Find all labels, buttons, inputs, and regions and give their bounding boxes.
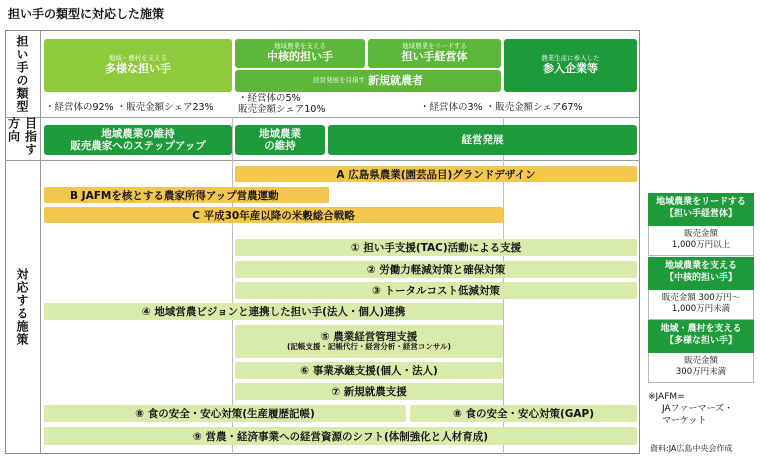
row-divider-direction: [5, 160, 640, 161]
type-diverse-bearer: [44, 39, 232, 92]
direction-development: [328, 125, 637, 155]
row-divider-types: [5, 117, 640, 118]
direction-line: の維持: [264, 140, 296, 152]
legend-value: 販売金額 300万円〜: [661, 293, 741, 303]
measure-6: ⑥ 事業承継支援(個人・法人): [235, 362, 503, 379]
legend-line: 【担い手経営体】: [664, 209, 737, 220]
legend-line: 【中核的担い手】: [664, 273, 737, 284]
type-sub: 地域農業をリードする: [402, 42, 467, 51]
measure-8-record: ⑧ 食の安全・安心対策(生産履歴記帳): [44, 405, 406, 422]
legend-line: 【多様な担い手】: [664, 336, 737, 347]
share-diverse: ・経営体の92% ・販売金額シェア23%: [45, 102, 214, 113]
legend-line: 地域・農村を支える: [660, 324, 742, 334]
direction-line: 経営発展: [461, 133, 504, 146]
side-label-types: 担い手の類型: [15, 34, 29, 113]
direction-maintain-stepup: [44, 125, 232, 155]
legend-head-leading: [648, 193, 754, 226]
legend-value: 1,000万円以上: [671, 240, 731, 251]
side-label-measures: 対応する施策: [15, 268, 29, 346]
share-leading: ・経営体の3% ・販売金額シェア67%: [420, 102, 583, 113]
side-divider: [40, 30, 41, 454]
share-core-line2: 販売金額シェア10%: [238, 104, 326, 116]
direction-line: 地域農業: [259, 127, 301, 140]
share-core-line1: ・経営体の5%: [238, 93, 301, 104]
direction-line: 販売農家へのステップアップ: [70, 140, 206, 152]
share-core: [238, 93, 363, 117]
measure-A: A 広島県農業(園芸品目)グランドデザイン: [235, 166, 637, 182]
type-sub: 地域・農村を支える: [108, 54, 168, 63]
measure-5: [235, 325, 503, 358]
legend-value: 販売金額: [683, 356, 718, 366]
measure-B: B JAFMを核とする農家所得アップ営農運動: [44, 187, 329, 203]
measure-5-detail: (記帳支援・記帳代行・経営分析・経営コンサル): [287, 342, 451, 352]
note-line: マーケット: [662, 416, 707, 427]
jafm-note: [648, 391, 758, 427]
measure-8-gap: ⑧ 食の安全・安心対策(GAP): [410, 405, 637, 422]
type-main: 参入企業等: [543, 61, 598, 75]
type-sub: 農業生産に参入した: [541, 54, 600, 63]
measure-2: ② 労働力軽減対策と確保対策: [235, 261, 637, 278]
side-label-direction: 目指す方向: [6, 117, 38, 156]
type-entrant-company: [504, 39, 637, 92]
type-sub: 経営発展を目指す: [313, 76, 365, 85]
measure-C: C 平成30年産以降の米穀総合戦略: [44, 207, 503, 223]
type-new-farmer: [235, 70, 501, 92]
measure-4: ④ 地域営農ビジョンと連携した担い手(法人・個人)連携: [44, 303, 503, 320]
type-core-bearer: [235, 39, 365, 68]
measure-3: ③ トータルコスト低減対策: [235, 282, 637, 299]
legend-line: 地域農業をリードする: [656, 197, 746, 207]
type-sub: 地域農業を支える: [274, 42, 326, 51]
type-main: 中核的担い手: [267, 49, 333, 63]
direction-maintain: [235, 125, 325, 155]
legend-body-core: [648, 290, 754, 320]
legend-body-leading: [648, 226, 754, 256]
legend-head-core: [648, 257, 754, 290]
measure-9: ⑨ 営農・経済事業への経営資源のシフト(体制強化と人材育成): [44, 427, 637, 445]
page-title: 担い手の類型に対応した施策: [8, 7, 165, 21]
measure-1: ① 担い手支援(TAC)活動による支援: [235, 239, 637, 256]
legend-head-diverse: [648, 320, 754, 353]
type-main: 多様な担い手: [105, 61, 171, 75]
legend-body-diverse: [648, 353, 754, 383]
source-note: 資料:JA広島中央会作成: [650, 444, 733, 453]
legend-line: 地域農業を支える: [664, 261, 737, 271]
measure-5-title: ⑤ 農業経営管理支援: [320, 331, 418, 344]
col-divider-1: [232, 117, 233, 454]
type-main: 新規就農者: [368, 73, 423, 87]
measure-7: ⑦ 新規就農支援: [235, 383, 503, 400]
type-main: 担い手経営体: [401, 49, 468, 63]
type-leading-bearer: [368, 39, 501, 68]
legend-value: 販売金額: [683, 229, 718, 239]
legend-value: 1,000万円未満: [671, 304, 731, 315]
note-line: JAファーマーズ・: [662, 404, 734, 415]
note-line: ※JAFM=: [648, 392, 685, 402]
legend-value: 300万円未満: [675, 367, 727, 378]
direction-line: 地域農業の維持: [101, 127, 175, 140]
